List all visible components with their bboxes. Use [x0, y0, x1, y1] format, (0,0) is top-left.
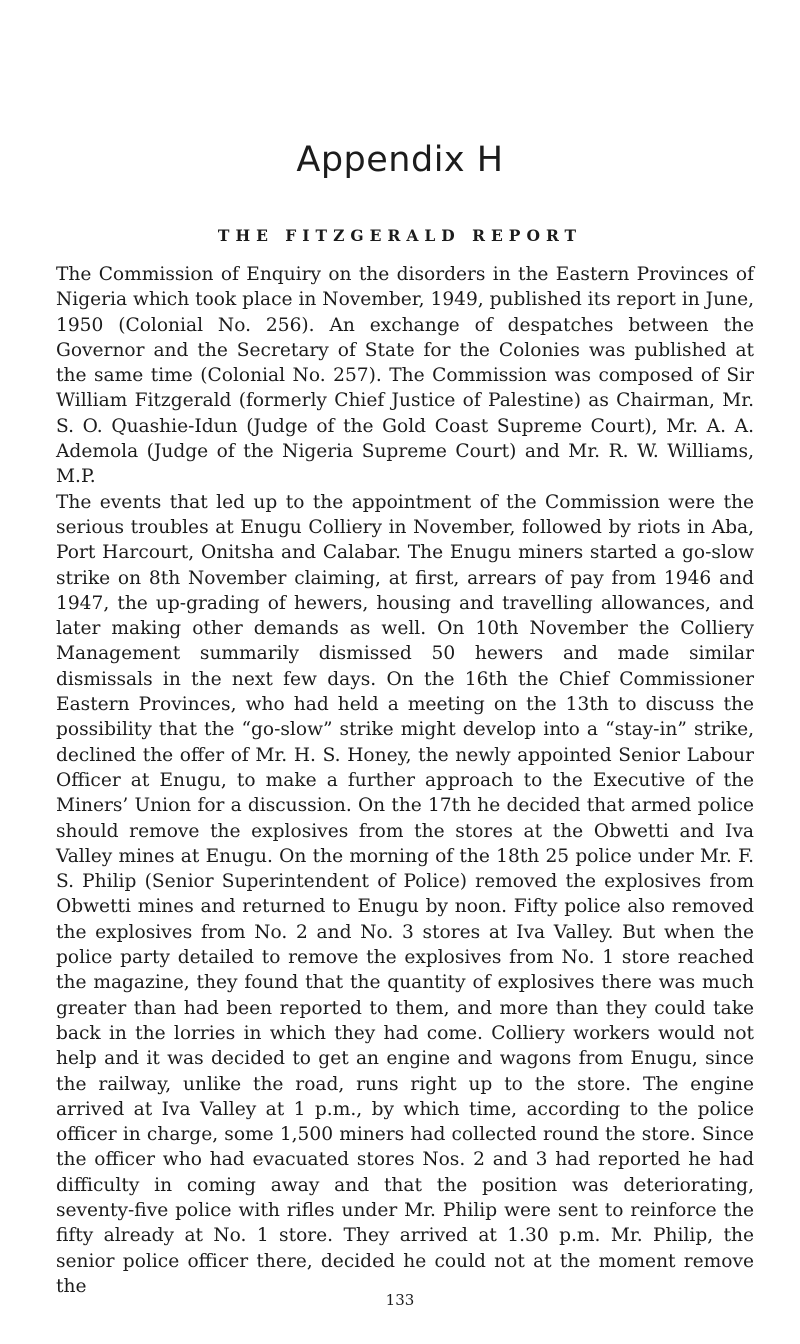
page-number: 133 — [385, 1291, 415, 1309]
body-text — [56, 262, 754, 1299]
paragraph: The Commission of Enquiry on the disorders in the Eastern Provinces of Nigeria which took place in November, 1949, published its report in June, 1950 (Colonial No. 256). An exchange of despatches between the Governor and the Secretary of State for the Colonies was published at the same time (Colonial No. 257). The Commission was composed of Sir William Fitzgerald (formerly Chief Justice of Palestine) as Chairman, Mr. S. O. Quashie-Idun (Judge of the Gold Coast Supreme Court), Mr. A. A. Ademola (Judge of the Nigeria Supreme Court) and Mr. R. W. Williams, M.P. — [56, 264, 754, 488]
appendix-title: Appendix H — [296, 140, 504, 180]
paragraph: The events that led up to the appointment of the Commission were the serious troubles at Enugu Colliery in November, followed by riots in Aba, Port Harcourt, Onitsha and Calabar. The Enugu miners started a go-slow strike on 8th November claiming, at first, arrears of pay from 1946 and 1947, the up-grading of hewers, housing and travelling allowances, and later making other demands as well. On 10th November the Colliery Management summarily dismissed 50 hewers and made similar dismissals in the next few days. On the 16th the Chief Commissioner Eastern Provinces, who had held a meeting on the 13th to discuss the possibility that the “go-slow” strike might develop into a “stay-in” strike, declined the offer of Mr. H. S. Honey, the newly appointed Senior Labour Officer at Enugu, to make a further approach to the Executive of the Miners’ Union for a discussion. On the 17th he decided that armed police should remove the explosives from the stores at the Obwetti and Iva Valley mines at Enugu. On the morning of the 18th 25 police under Mr. F. S. Philip (Senior Superintendent of Police) removed the explosives from Obwetti mines and returned to Enugu by noon. Fifty police also removed the explosives from No. 2 and No. 3 stores at Iva Valley. But when the police party detailed to remove the explosives from No. 1 store reached the magazine, they found that the quantity of explosives there was much greater than had been reported to them, and more than they could take back in the lorries in which they had come. Colliery workers would not help and it was decided to get an engine and wagons from Enugu, since the railway, unlike the road, runs right up to the store. The engine arrived at Iva Valley at 1 p.m., by which time, according to the police officer in charge, some 1,500 miners had collected round the store. Since the officer who had evacuated stores Nos. 2 and 3 had reported he had difficulty in coming away and that the position was deteriorating, seventy-five police with rifles under Mr. Philip were sent to reinforce the fifty already at No. 1 store. They arrived at 1.30 p.m. Mr. Philip, the senior police officer there, decided he could not at the moment remove the — [56, 491, 754, 1297]
report-title: THE FITZGERALD REPORT — [217, 226, 583, 245]
